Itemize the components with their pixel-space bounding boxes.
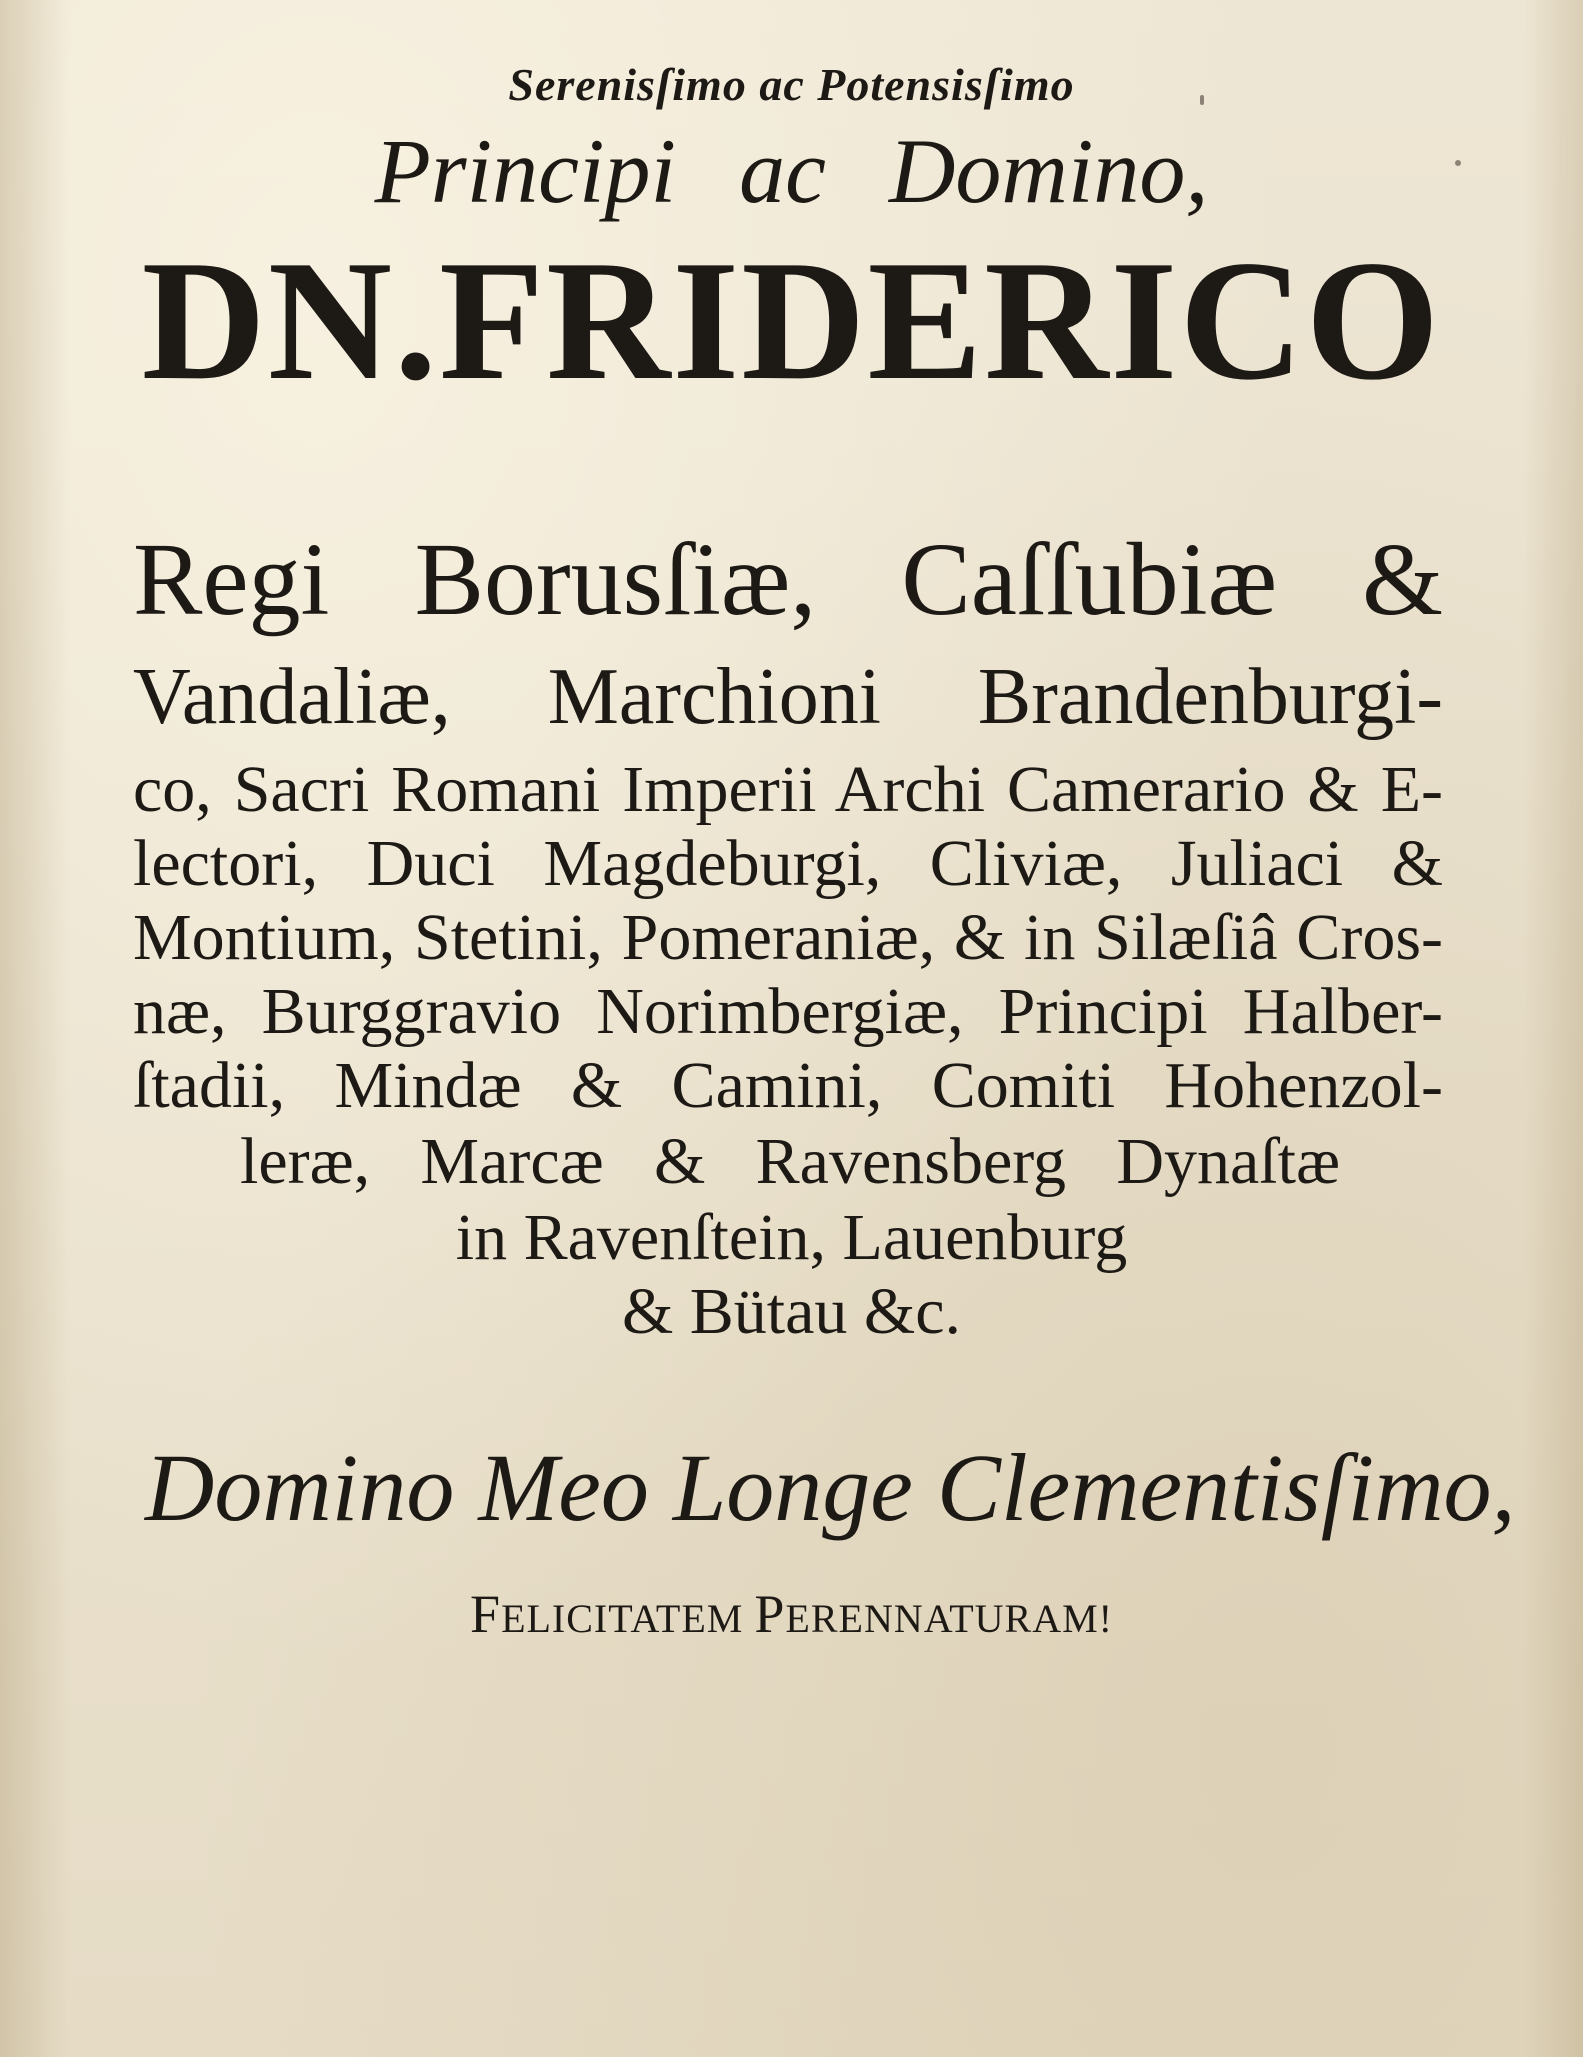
title-line-9: in Ravenſtein, Lauenburg xyxy=(455,1201,1128,1274)
dedication-line-1: Serenisſimo ac Potensisſimo xyxy=(508,59,1075,110)
title-line-6: næ, Burggravio Norimbergiæ, Principi Halber- xyxy=(133,975,1443,1048)
dedicatee-name: DN.FRIDERICO xyxy=(141,226,1442,416)
closing-word-2: ERENNATURAM! xyxy=(785,1596,1113,1641)
dedication-line-2: Principi ac Domino, xyxy=(374,120,1209,222)
salutation: Domino Meo Longe Clementisſimo, xyxy=(145,1434,1516,1541)
closing-initial-1: F xyxy=(470,1584,502,1644)
title-line-1: Regi Borusſiæ, Caſſubiæ & xyxy=(133,522,1443,637)
title-line-5: Montium, Stetini, Pomeraniæ, & in Silæſiâ Cros- xyxy=(133,901,1443,974)
title-line-3: co, Sacri Romani Imperii Archi Camerario & E- xyxy=(133,753,1443,826)
ink-speck xyxy=(1200,95,1204,105)
closing-wish xyxy=(0,1583,1583,1645)
closing-word-1: ELICITATEM xyxy=(501,1596,755,1641)
title-line-2: Vandaliæ, Marchioni Brandenburgi- xyxy=(133,653,1443,741)
title-line-10: & Bütau &c. xyxy=(621,1275,962,1348)
title-line-4: lectori, Duci Magdeburgi, Cliviæ, Juliaci & xyxy=(133,827,1443,900)
title-line-8: leræ, Marcæ & Ravensberg Dynaſtæ xyxy=(240,1125,1340,1198)
ink-speck xyxy=(1455,160,1461,166)
closing-initial-2: P xyxy=(754,1584,786,1644)
title-line-7: ſtadii, Mindæ & Camini, Comiti Hohenzol- xyxy=(133,1049,1443,1122)
